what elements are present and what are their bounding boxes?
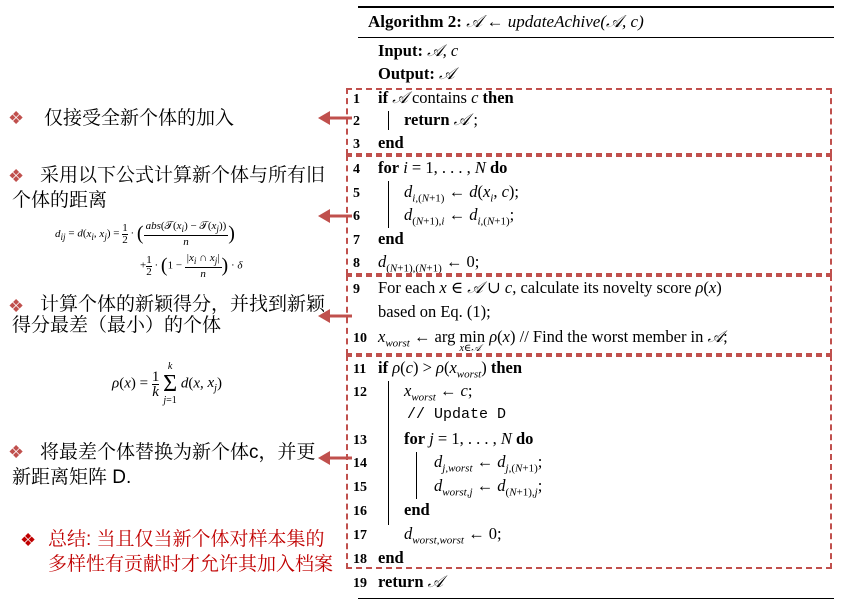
- alg-line-14: 14 $d_{j,worst}$ ← $d_{j,(N+1)}$;: [353, 452, 543, 475]
- alg-line-1: 1 if 𝒜 contains c then: [353, 88, 514, 107]
- alg-line-18: 18 end: [353, 548, 404, 567]
- algorithm-output: Output: 𝒜: [378, 64, 455, 83]
- alg-line-5: 5 $d_{i,(N+1)}$ ← $d(x_i$, c);: [353, 182, 520, 205]
- note-4: 将最差个体替换为新个体c，并更新距离矩阵 D.: [12, 442, 316, 488]
- group-box-3: [346, 275, 832, 355]
- alg-line-9: 9 For each x ∈ 𝒜 ∪ c, calculate its novelty score ρ(x): [353, 278, 722, 297]
- alg-line-2: 2 return 𝒜 ;: [353, 110, 478, 129]
- top-rule: [358, 6, 834, 8]
- distance-formula-line1: $d_{ij} = d(x_i$, $x_j$) = $\frac{1}{2}$ · ( $abs(𝒯(x_i)$ − $𝒯(x_j)$) n ): [55, 220, 235, 249]
- alg-line-17: 17 $d_{worst,worst}$ ← 0;: [353, 524, 502, 547]
- diamond-bullet-icon: ❖: [8, 442, 25, 462]
- group-box-1: [346, 88, 832, 155]
- summary-note: 总结: 当且仅当新个体对样本集的多样性有贡献时才允许其加入档案: [48, 529, 334, 575]
- alg-line-15: 15 $d_{worst,j}$ ← $d_{(N+1),j}$;: [353, 476, 543, 499]
- alg-line-4: 4 for i = 1, . . . , N do: [353, 158, 508, 177]
- note-1: 仅接受全新个体的加入: [44, 108, 235, 129]
- alg-line-3: 3 end: [353, 133, 404, 152]
- alg-line-10: 10 $x_{worst}$ ← arg min x∈𝒜 ρ(x) // Find the worst member in 𝒜;: [353, 327, 728, 354]
- alg-line-16: 16 end: [353, 500, 430, 519]
- diamond-bullet-icon: ❖: [8, 296, 25, 316]
- note-2: 采用以下公式计算新个体与所有旧个体的距离: [12, 165, 326, 211]
- note-3: 计算个体的新颖得分，并找到新颖得分最差（最小）的个体: [12, 294, 326, 336]
- group-box-2: [346, 155, 832, 275]
- diamond-bullet-icon: ❖: [8, 166, 25, 186]
- alg-line-12: 12 $x_{worst}$ ← c;: [353, 381, 473, 404]
- novelty-formula: ρ(x) = $\frac{1}{k}$ k Σ j=1 d(x, $x_j$): [112, 361, 222, 406]
- alg-line-19: 19 return 𝒜: [353, 572, 444, 591]
- alg-line-13: 13 for j = 1, . . . , N do: [353, 429, 534, 448]
- bottom-rule: [358, 598, 834, 599]
- alg-line-11: 11 if $\rho(c) > \rho(x_{worst})$ then: [353, 358, 523, 381]
- diamond-bullet-icon: ❖: [8, 108, 25, 128]
- alg-line-8: 8 $d_{(N+1),(N+1)}$ ← 0;: [353, 252, 480, 275]
- alg-line-9-cont: based on Eq. (1);: [378, 302, 491, 321]
- alg-line-6: 6 $d_{(N+1),i}$ ← $d_{i,(N+1)}$;: [353, 205, 515, 228]
- algorithm-input: Input: 𝒜, c: [378, 41, 459, 60]
- distance-formula-line2: + $\frac{1}{2} \cdot (1$ − $\frac{|x_i \cap x_j|}{n}) \cdot \delta$: [140, 252, 243, 281]
- alg-line-7: 7 end: [353, 229, 404, 248]
- algorithm-title: Algorithm 2: 𝒜 ← updateAchive(𝒜, c): [368, 12, 644, 31]
- diamond-bullet-icon: ❖: [20, 530, 37, 550]
- group-box-4: [346, 355, 832, 569]
- alg-comment-update-d: // Update D: [407, 406, 507, 423]
- title-rule: [358, 37, 834, 38]
